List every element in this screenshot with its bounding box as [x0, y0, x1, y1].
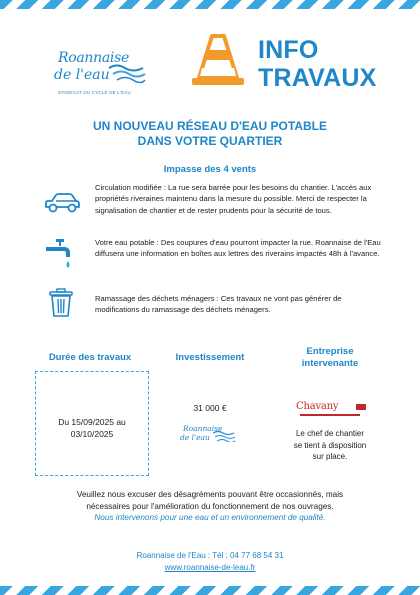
- trash-bin-icon: [48, 288, 74, 318]
- investissement-logo: [180, 424, 240, 452]
- notice-waste-text: Ramassage des déchets ménagers : Ces travaux ne vont pas générer de modifications du ramassage des déchets ménagers.: [95, 294, 342, 315]
- entreprise-heading-line1: Entreprise: [306, 346, 354, 357]
- entreprise-heading-line2: intervenante: [301, 358, 359, 369]
- duree-dates: [36, 416, 148, 440]
- title-line-travaux: TRAVAUX: [258, 64, 377, 92]
- logo-text-line1: Roannaise: [58, 50, 129, 66]
- notice-water-text: Votre eau potable : Des coupures d'eau pourront impacter la rue. Roannaise de l'Eau diffusera une information en boîtes aux lettres des riverains impactés 48h à l'avance.: [95, 238, 381, 259]
- headline-line2: DANS VOTRE QUARTIER: [137, 134, 283, 148]
- contact-phone: Roannaise de l'Eau : Tél : 04 77 68 54 31: [136, 551, 284, 560]
- entreprise-heading: [280, 346, 380, 370]
- apology-text: [30, 489, 390, 512]
- street-name: Impasse des 4 vents: [163, 164, 257, 175]
- water-tap-icon: [44, 237, 76, 273]
- apology-line1: Veuillez nous excuser des désagréments pouvant être occasionnés, mais: [76, 490, 344, 499]
- chavany-logo: Chavany: [296, 401, 339, 412]
- notice-traffic-text: Circulation modifiée : La rue sera barrée pour les besoins du chantier. L'accès aux propriétés riveraines maintenu dans la mesure du possible. Merci de respecter la signalisation de chantier et de rester prudents pour la sécurité de tous.: [95, 183, 372, 215]
- bottom-stripe-border: [0, 586, 420, 595]
- headline-line1: UN NOUVEAU RÉSEAU D'EAU POTABLE: [93, 119, 327, 133]
- title-line-info: INFO: [258, 36, 319, 64]
- car-icon: [42, 192, 82, 216]
- investissement-amount: 31 000 €: [193, 403, 227, 413]
- roannaise-logo: [52, 50, 147, 100]
- duree-heading: Durée des travaux: [48, 352, 132, 363]
- chavany-logo-underline: [300, 414, 360, 416]
- logo-waves-icon: [107, 62, 147, 84]
- duree-line2: 03/10/2025: [70, 429, 114, 439]
- chef-line3: sur place.: [312, 452, 348, 461]
- traffic-cone-icon: [188, 30, 248, 90]
- logo-text-line2: de l'eau: [54, 67, 110, 83]
- mini-logo-line2: de l'eau: [180, 433, 210, 442]
- chavany-logo-mark: [356, 404, 366, 410]
- duree-line1: Du 15/09/2025 au: [58, 417, 126, 427]
- mini-logo-line1: Roannaise: [183, 424, 223, 433]
- top-stripe-border: [0, 0, 420, 9]
- chef-line1: Le chef de chantier: [295, 429, 365, 438]
- website-link[interactable]: www.roannaise-de-leau.fr: [164, 563, 256, 572]
- chef-chantier-text: [275, 428, 385, 463]
- duree-box: [35, 371, 149, 476]
- info-travaux-title: [258, 36, 377, 92]
- mini-logo-waves-icon: [212, 430, 236, 442]
- investissement-heading: Investissement: [175, 352, 245, 363]
- apology-line2: nécessaires pour l'amélioration du fonctionnement de nos ouvrages.: [86, 501, 334, 511]
- slogan-text: Nous intervenons pour une eau et un environnement de qualité.: [94, 513, 326, 522]
- logo-tagline: SYNDICAT DU CYCLE DE L'EAU: [58, 90, 131, 95]
- chef-line2: se tient à disposition: [293, 440, 367, 450]
